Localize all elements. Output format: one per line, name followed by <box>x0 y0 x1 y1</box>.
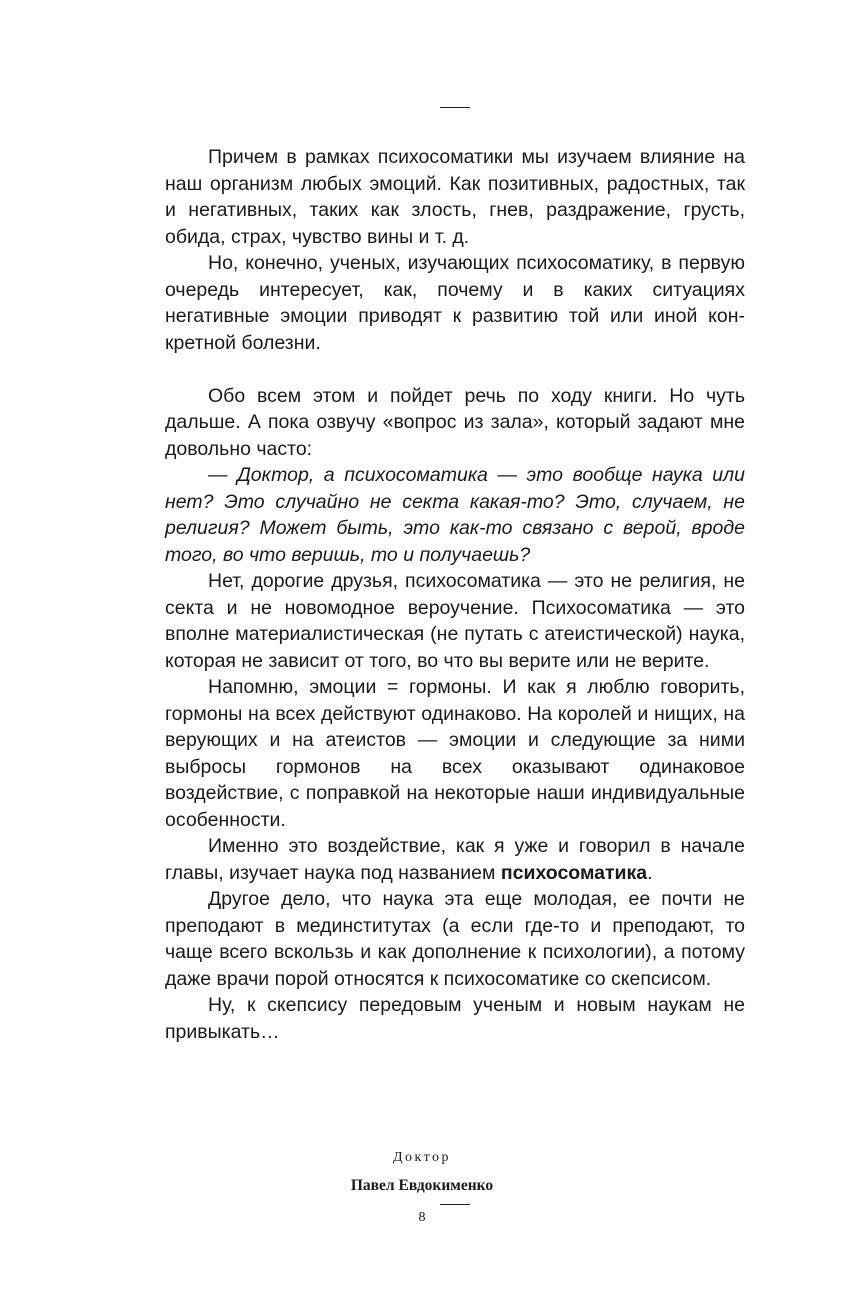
paragraph-9: Ну, к скепсису передовым ученым и новым наукам не привыкать… <box>165 994 745 1043</box>
top-divider <box>440 107 470 108</box>
paragraph-8: Другое дело, что наука эта еще молодая, ее почти не преподают в мединститутах (а если где-то и преподают, то чаще всего вскользь и как дополнение к психологии), а потому даже врачи порой относятся к психосоматике со скепсисом. <box>165 888 745 990</box>
paragraph-2: Но, конечно, ученых, изучающих психосоматику, в первую очередь интересует, как, почему и в каких ситуациях негативные эмоции приводят к развитию той или иной конкретной болезни. <box>165 252 745 354</box>
paragraph-3: Обо всем этом и пойдет речь по ходу книги. Но чуть дальше. А пока озвучу «вопрос из зала», который задают мне довольно часто: <box>165 384 745 460</box>
page-number: 8 <box>418 1210 426 1225</box>
body-text <box>165 144 745 1045</box>
paragraph-7-bold-term: психосоматика <box>500 861 648 884</box>
paragraph-6: Напомню, эмоции = гормоны. И как я люблю говорить, гормоны на всех действуют одинаково. На королей и нищих, на верующих и на атеистов — эмоции и следующие за ними выбросы гормонов на всех оказывают одинаковое воздействие, с поправкой на некоторые наши индивидуальные особенности. <box>165 676 745 831</box>
footer-author: Павел Евдокименко <box>350 1177 494 1194</box>
paragraph-4-quote: — Доктор, а психосоматика — это вообще наука или нет? Это случайно не секта какая-то? Это, случаем, не религия? Может быть, это как-то связано с верой, вроде того, во что веришь, то и получаешь? <box>165 464 745 566</box>
paragraph-7 <box>165 833 745 886</box>
footer-role: Доктор <box>392 1150 452 1165</box>
footer-divider <box>440 1204 470 1205</box>
paragraph-7-tail: . <box>647 861 653 884</box>
paragraph-1: Причем в рамках психосоматики мы изучаем влияние на наш организм любых эмоций. Как позитивных, радостных, так и негативных, таких как злость, гнев, раздражение, грусть, обида, страх, чувство вины и т. д. <box>165 146 745 248</box>
paragraph-7-text: Именно это воздействие, как я уже и говорил в начале главы, изучает наука под названием <box>165 835 745 884</box>
paragraph-5: Нет, дорогие друзья, психосоматика — это не религия, не секта и не новомодное вероучение. Психосоматика — это вполне материалистическая (не путать с атеистической) наука, которая не зависит от того, во что вы верите или не верите. <box>165 570 745 672</box>
